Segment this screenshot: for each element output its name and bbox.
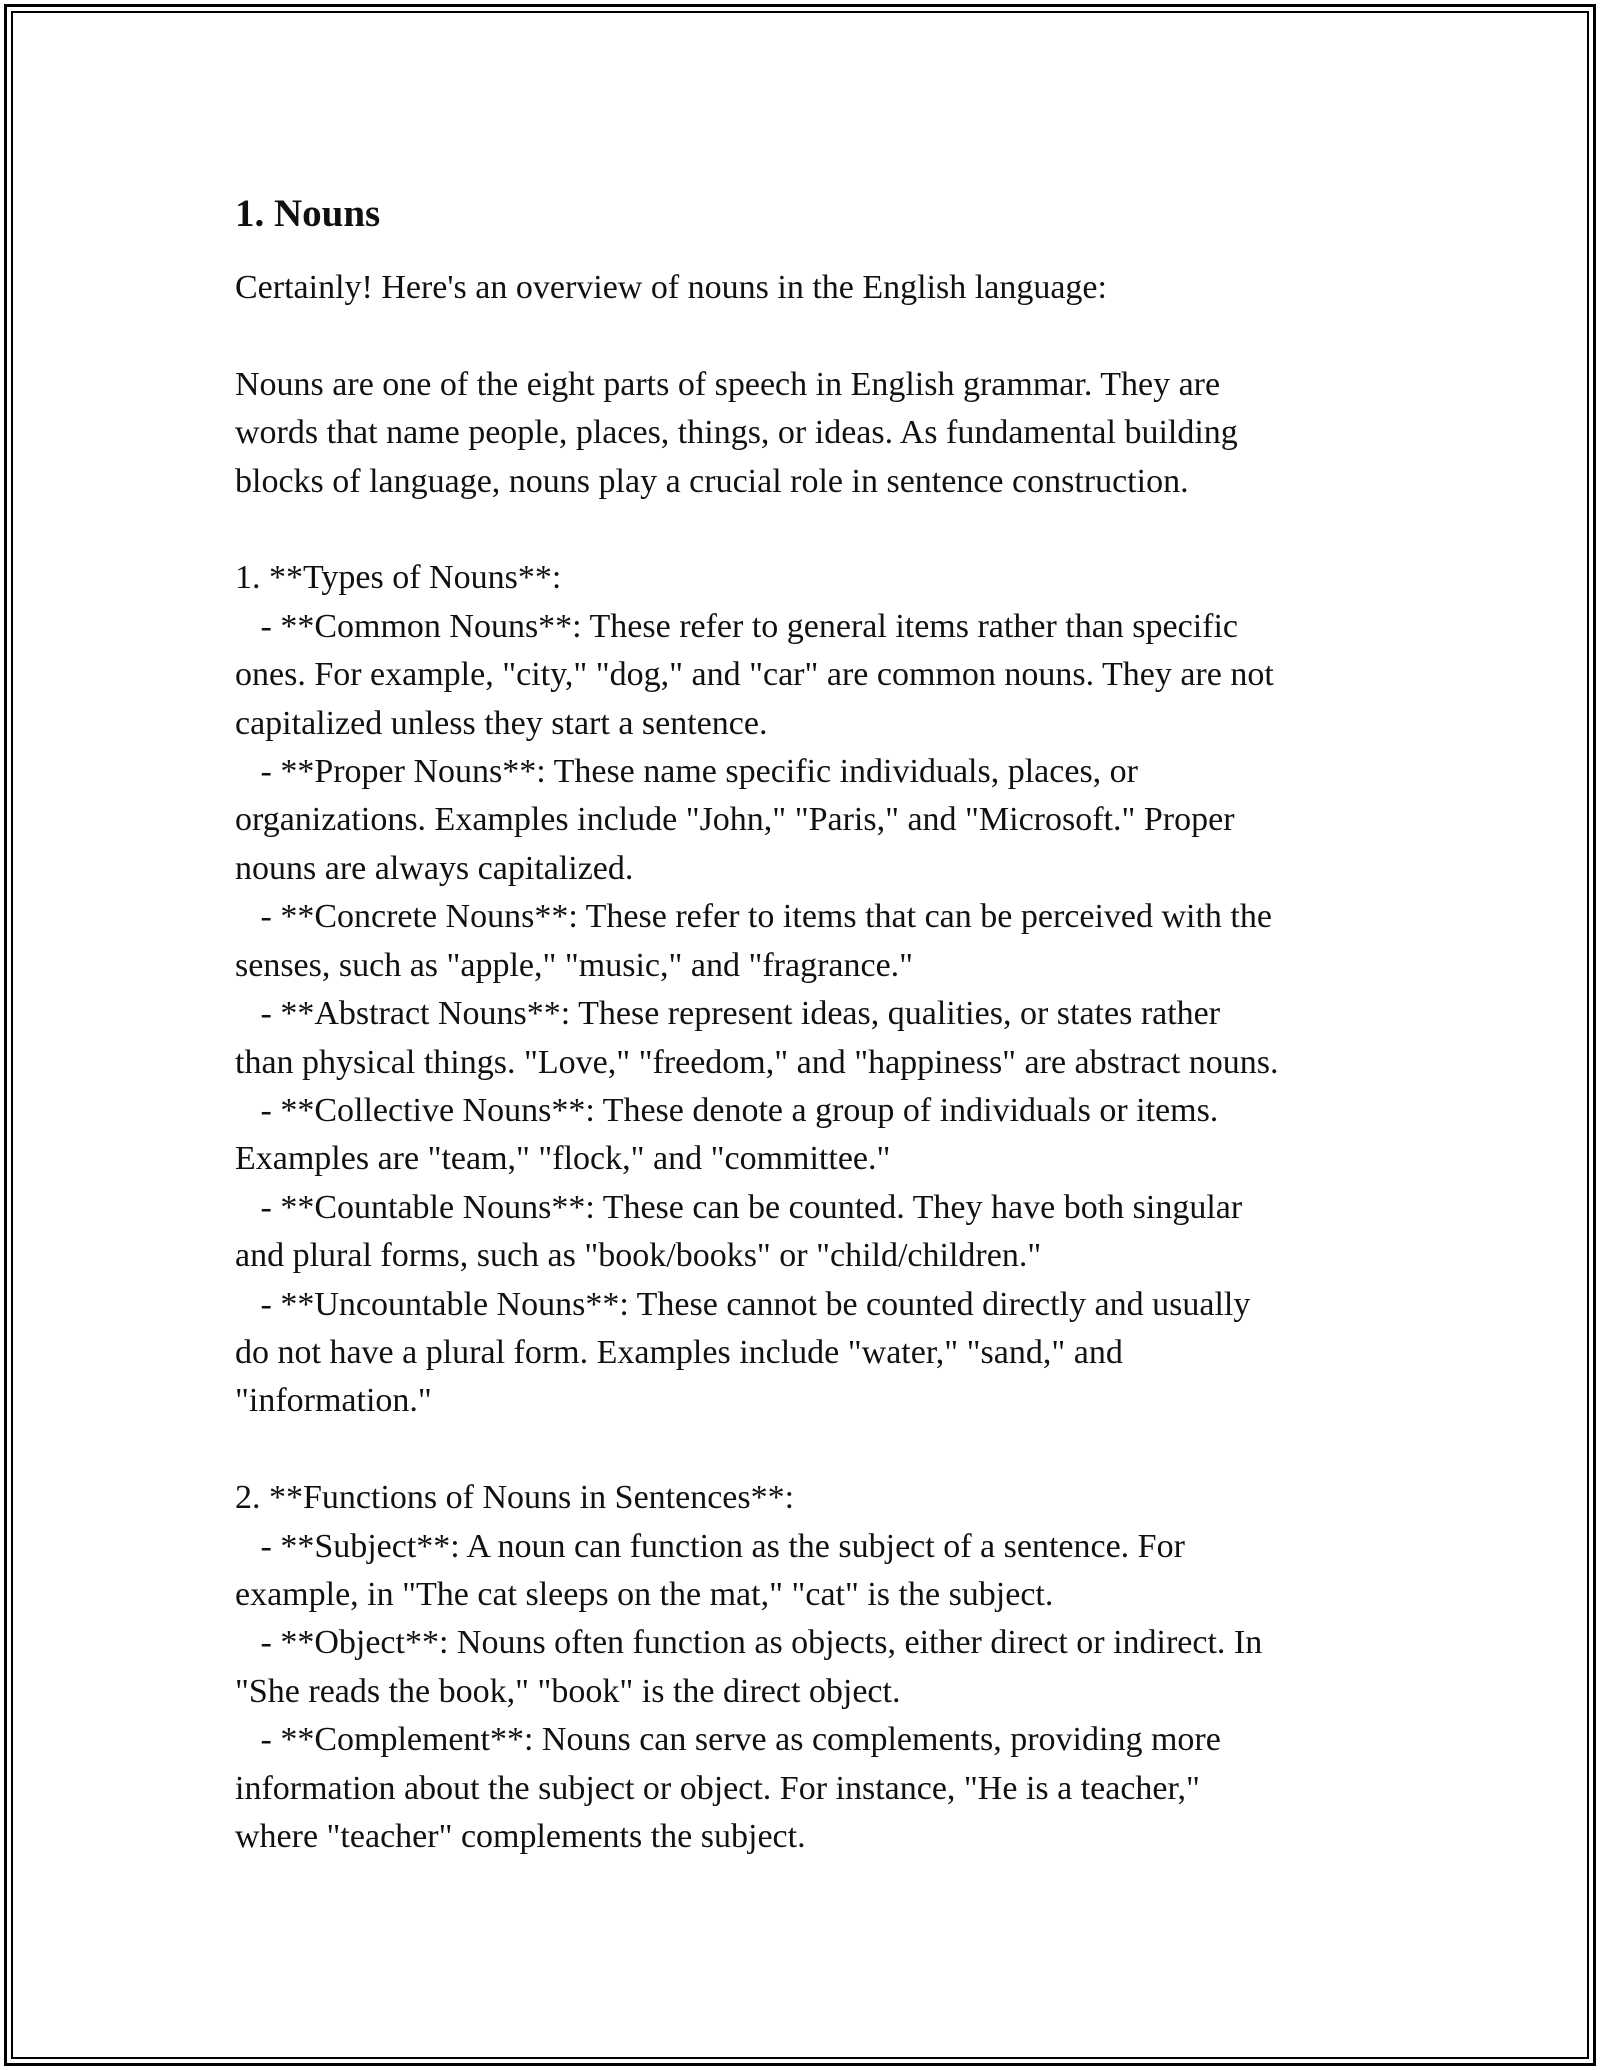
document-body: Certainly! Here's an overview of nouns in the English language: Nouns are one of the eight parts of speech in English grammar. They are words that name people, places, things, or ideas. As fundamental building blocks of language, nouns play a crucial role in sentence construction. 1. **Types of Nouns**: - **Common Nouns**: These refer to general items rather than specific ones. For example, "city," "dog," and "car" are common nouns. They are not capitalized unless they start a sentence. - **Proper Nouns**: These name specific individuals, places, or organizations. Examples include "John," "Paris," and "Microsoft." Proper nouns are always capitalized. - **Concrete Nouns**: These refer to items that can be perceived with the senses, such as "apple," "music," and "fragrance." - **Abstract Nouns**: These represent ideas, qualities, or states rather than physical things. "Love," "freedom," and "happiness" are abstract nouns. - **Collective Nouns**: These denote a group of individuals or items. Examples are "team," "flock," and "committee." - **Countable Nouns**: These can be counted. They have both singular and plural forms, such as "book/books" or "child/children." - **Uncountable Nouns**: These cannot be counted directly and usually do not have a plural form. Examples include "water," "sand," and "information." 2. **Functions of Nouns in Sentences**: - **Subject**: A noun can function as the subject of a sentence. For example, in "The cat sleeps on the mat," "cat" is the subject. - **Object**: Nouns often function as objects, either direct or indirect. In "She reads the book," "book" is the direct object. - **Complement**: Nouns can serve as complements, providing more information about the subject or object. For instance, "He is a teacher," where "teacher" complements the subject. <box>235 269 1279 1855</box>
document-title: 1. Nouns <box>235 192 381 235</box>
document-content <box>235 186 1365 1861</box>
